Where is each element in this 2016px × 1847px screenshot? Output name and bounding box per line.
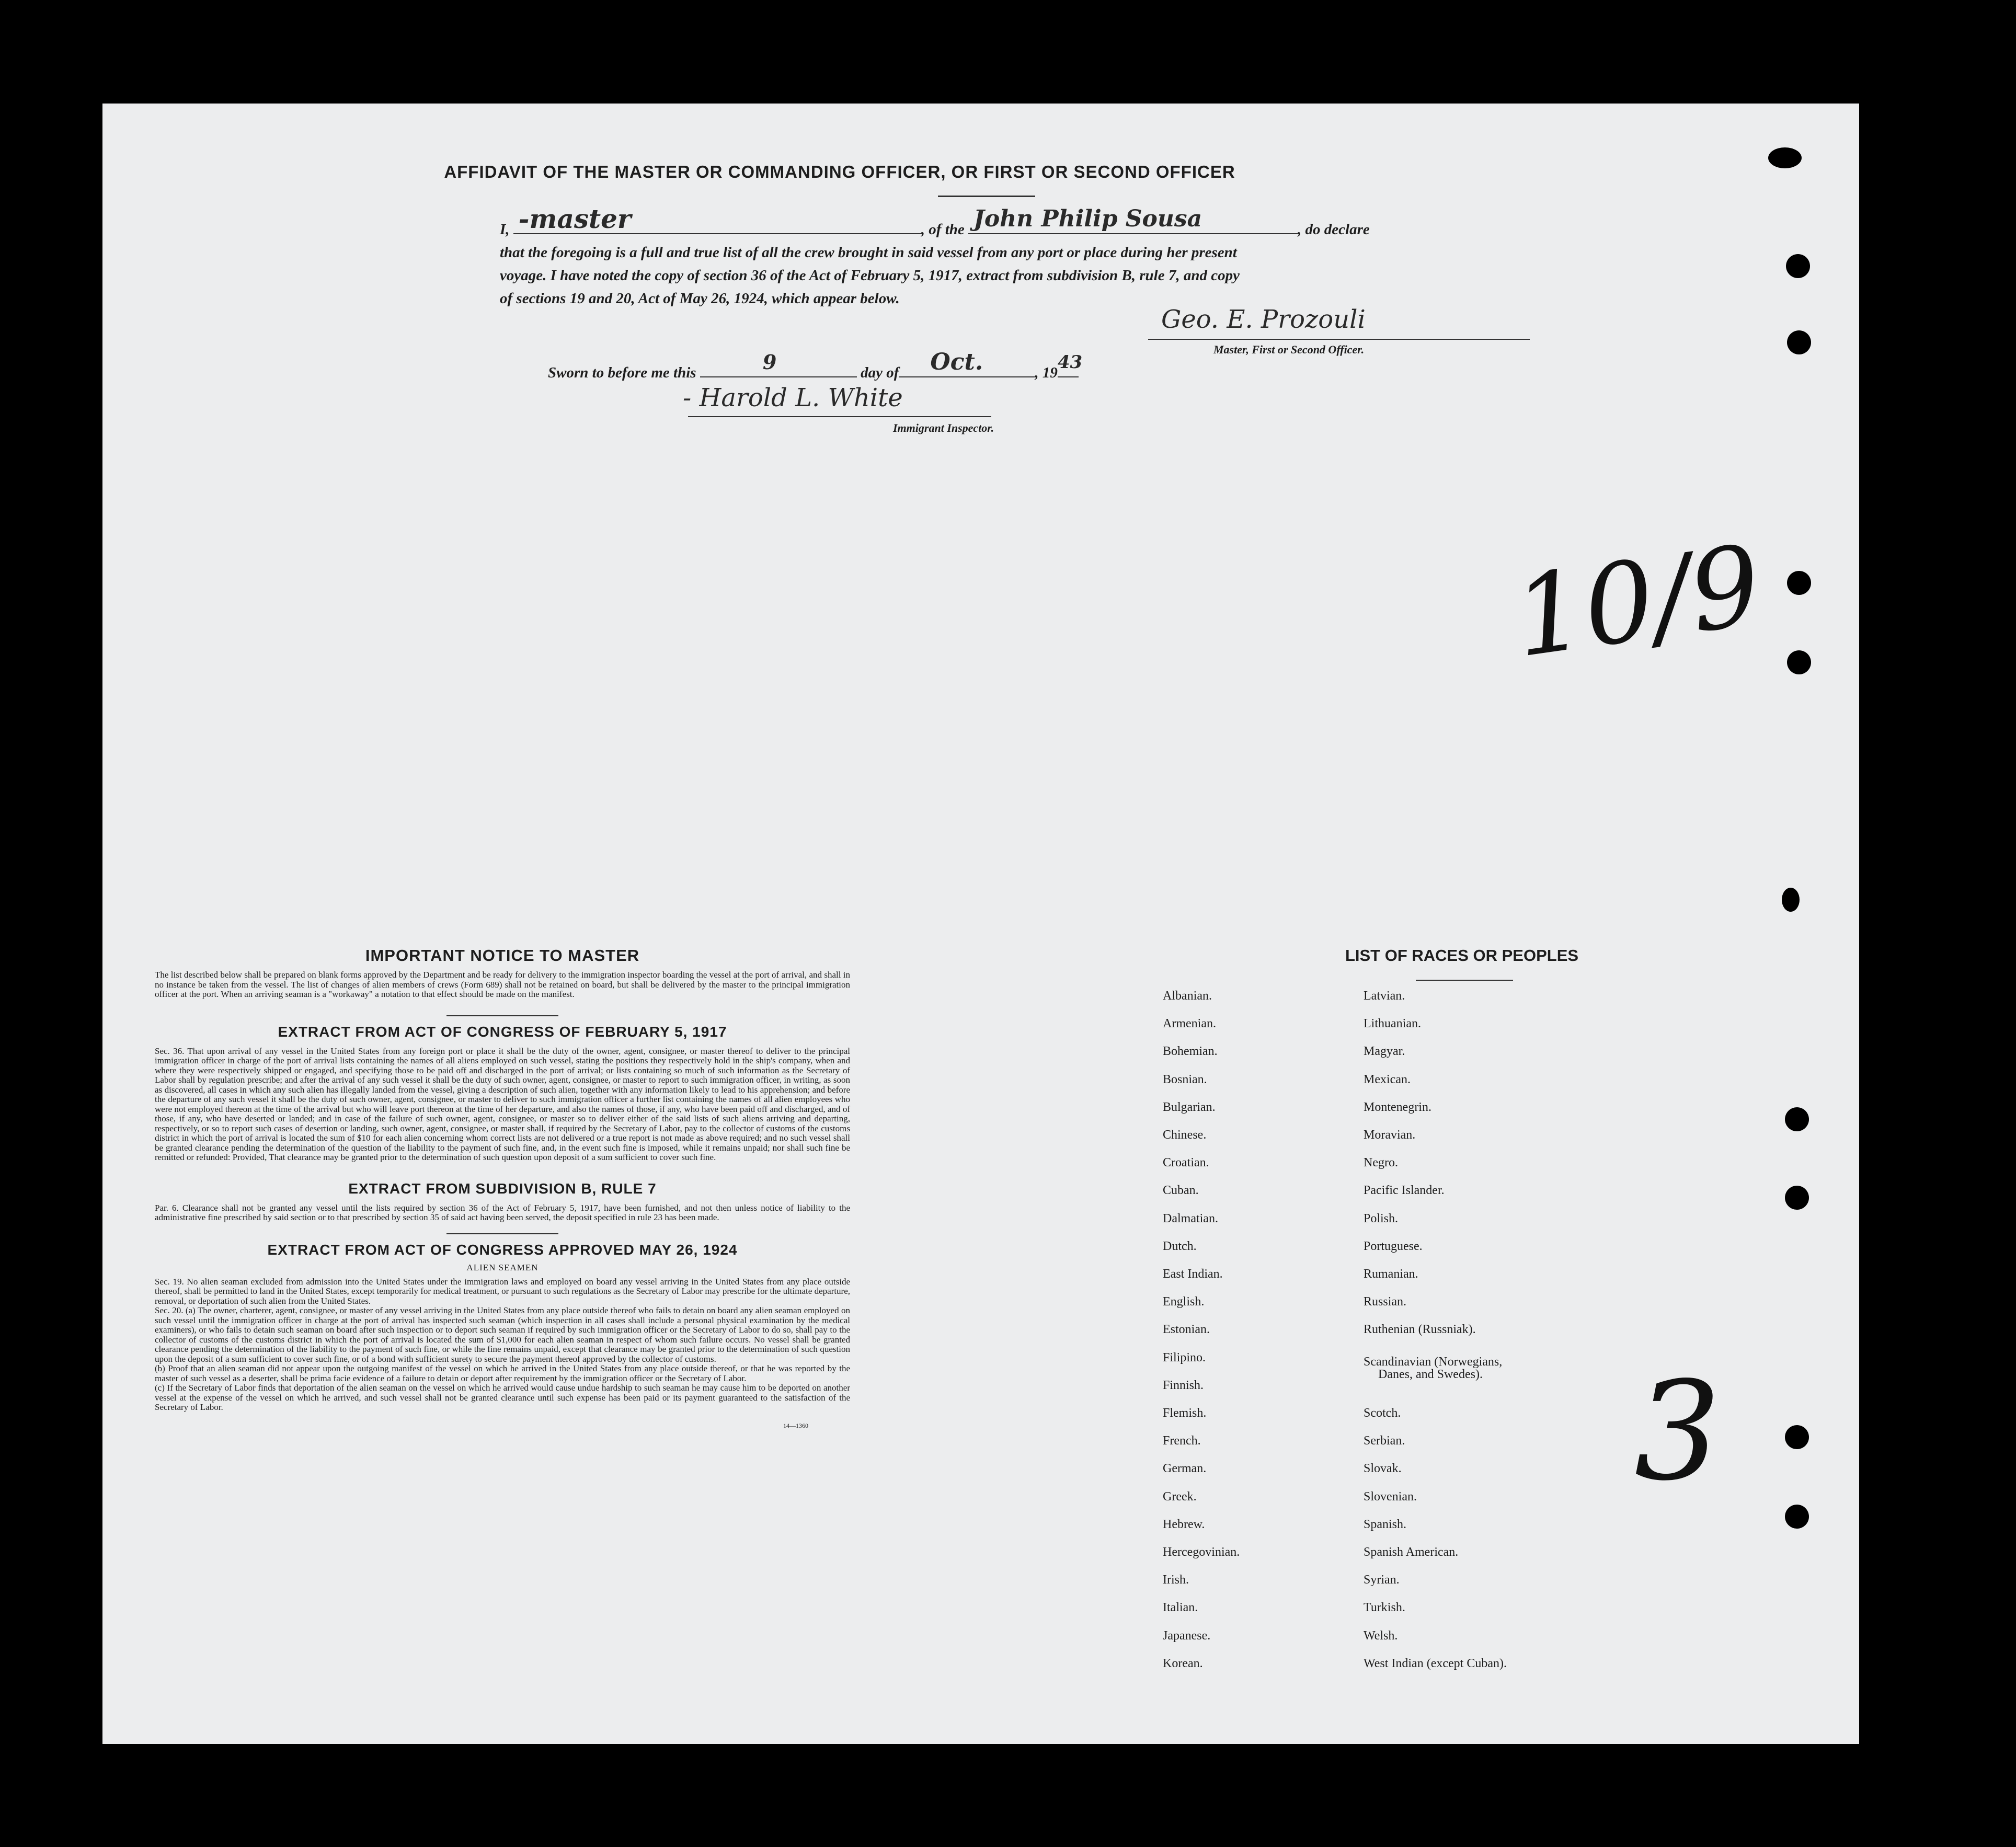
affidavit-line-4: of sections 19 and 20, Act of May 26, 1924, which appear below. (500, 290, 900, 307)
of-the-text: , of the (921, 221, 965, 238)
title-divider (938, 196, 1035, 197)
extract-1917-title: EXTRACT FROM ACT OF CONGRESS OF FEBRUARY 5, 1917 (278, 1023, 727, 1040)
month-fill: Oct. (930, 349, 983, 375)
race-item: Croatian. (1163, 1156, 1209, 1170)
race-item: Japanese. (1163, 1628, 1211, 1643)
race-item: Dalmatian. (1163, 1211, 1218, 1225)
race-item: Bohemian. (1163, 1045, 1218, 1059)
alien-seamen-subtitle: ALIEN SEAMEN (466, 1262, 539, 1272)
year-prefix: , 19 (1035, 364, 1058, 381)
extract-1917-text: Sec. 36. That upon arrival of any vessel in the United States from any foreign port or place it shall be the duty of the owner, agent, consignee, or master thereof to deliver to the principal immigration officer in charge of the port of arrival lists containing the names of all aliens employed on such vessel, stating the positions they respectively hold in the ship's company, when and where they were respectively shipped or engaged, and specifying those to be paid off and discharged in the port of arrival; or lists containing so much of such information as the Secretary of Labor shall by regulation prescribe; and after the arrival of any such vessel it shall be the duty of such owner, agent, consignee, or master to report to such immigration officer, in writing, as soon as discovered, all cases in which any such alien has illegally landed from the vessel, giving a description of such alien, together with any information likely to lead to his apprehension; and before the departure of any such vessel it shall be the duty of such owner, agent, consignee, or master to deliver to such immigration officer a further list containing the names of all alien employees who were not employed thereon at the time of the arrival but who will leave port thereon at the time of her departure, and also the names of those, if any, who have been paid off and discharged, and of those, if any, who have deserted or landed; and in case of the failure of such owner, agent, consignee, or master so to deliver either of the said lists of such aliens arriving and departing, respectively, or so to report such cases of desertion or landing, such owner, agent, consignee, or master shall, if required by the Secretary of Labor, pay to the collector of customs of the customs district in which the port of arrival is located the sum of $10 for each alien concerning whom correct lists are not delivered or a true report is not made as above required; and no such vessel shall be granted clearance pending the determination of the question of the liability to the payment of such fine, and, in the event such fine is imposed, while it remains unpaid; nor shall such fine be remitted or refunded: Provided, That clearance may be granted prior to the determination of such question upon deposit of a sum sufficient to cover such fine. (155, 1046, 850, 1162)
race-item: Serbian. (1364, 1434, 1405, 1448)
affidavit-line-3: voyage. I have noted the copy of section 36 of the Act of February 5, 1917, extract from subdivision B, rule 7, and copy (500, 267, 1240, 284)
race-item: Cuban. (1163, 1184, 1199, 1198)
race-item: Welsh. (1364, 1628, 1398, 1643)
punch-hole (1787, 650, 1811, 674)
day-blank (700, 350, 857, 377)
page-number-mark: 3 (1634, 1353, 1721, 1511)
day-fill: 9 (762, 350, 777, 374)
race-item: English. (1163, 1295, 1205, 1309)
sworn-label: Sworn to before me this (548, 364, 696, 381)
officer-caption: Master, First or Second Officer. (1213, 343, 1365, 356)
punch-hole (1785, 1425, 1809, 1449)
sec-20c-text: (c) If the Secretary of Labor finds that deportation of the alien seaman on the vessel on which he arrived would cause undue hardship to such seaman he may cause him to be deported on another vessel at the expense of the vessel on which he arrived, and such vessel shall not be granted clearance until such expense has been paid or its payment guaranteed to the satisfaction of the Secretary of Labor. (155, 1383, 850, 1412)
vessel-fill: John Philip Sousa (973, 205, 1202, 232)
race-item: Portuguese. (1364, 1239, 1423, 1253)
affidavit-body (500, 203, 1493, 310)
sec-20a-text: Sec. 20. (a) The owner, charterer, agent, consignee, or master of any vessel arriving in the United States from any place outside thereof who fails to detain on board any alien seaman employed on such vessel until the immigration officer in charge at the port of arrival has inspected such seaman (which inspection in all cases shall include a personal physical examination by the medical examiners), or who fails to detain such seaman on board after such inspection or to deport such seaman if required by such immigration officer or the Secretary of Labor to do so, shall pay to the collector of customs of the customs district in which the port of arrival is located the sum of $1,000 for each alien seaman in respect of whom such failure occurs. No vessel shall be granted clearance pending the determination of the liability to the payment of such fine, or while the fine remains unpaid, except that clearance may be granted prior to the determination of such question upon the deposit of a sum sufficient to cover such fine, or of a bond with sufficient surety to secure the payment thereof approved by the collector of customs. (155, 1305, 850, 1364)
inspector-caption: Immigrant Inspector. (893, 421, 994, 434)
race-item: Armenian. (1163, 1017, 1216, 1031)
inspector-signature: - Harold L. White (683, 383, 903, 412)
date-mark: 10/9 (1506, 521, 1769, 682)
rule-7-divider (446, 1233, 558, 1234)
race-item: Bosnian. (1163, 1072, 1207, 1086)
sec-19-text: Sec. 19. No alien seaman excluded from admission into the United States under the immigration laws and employed on board any vessel arriving in the United States from any place outside thereof, shall be permitted to land in the United States, except temporarily for medical treatment, or pursuant to such regulations as the Secretary of Labor may prescribe for the ultimate departure, removal, or deportation of such alien from the United States. (155, 1276, 850, 1306)
race-item: Moravian. (1364, 1128, 1416, 1142)
extract-1924-title: EXTRACT FROM ACT OF CONGRESS APPROVED MAY 26, 1924 (267, 1241, 738, 1258)
punch-hole (1786, 254, 1810, 278)
race-item: West Indian (except Cuban). (1364, 1656, 1507, 1670)
race-item: Magyar. (1364, 1045, 1405, 1059)
race-item: Pacific Islander. (1364, 1184, 1445, 1198)
race-item: Flemish. (1163, 1406, 1207, 1420)
race-item: Russian. (1364, 1295, 1407, 1309)
punch-hole (1785, 1505, 1809, 1529)
punch-hole (1768, 147, 1802, 168)
race-item: Lithuanian. (1364, 1017, 1421, 1031)
month-blank (899, 349, 1035, 377)
year-fill: 43 (1057, 352, 1083, 373)
race-item: French. (1163, 1434, 1201, 1448)
notice-text: The list described below shall be prepared on blank forms approved by the Department and be ready for delivery to the immigration inspector boarding the vessel at the port of arrival, and shall in no instance be taken from the vessel. The list of changes of alien members of crews (Form 689) shall not be retained on board, but shall be delivered by the master to the principal immigration officer at the port. When an arriving seaman is a "workaway" a notation to that effect should be made on the manifest. (155, 970, 850, 999)
race-item: Hebrew. (1163, 1517, 1205, 1531)
race-item: Latvian. (1364, 989, 1405, 1003)
race-item: Scandinavian (Norwegians, (1364, 1355, 1503, 1369)
race-item: Polish. (1364, 1211, 1399, 1225)
race-item: Spanish American. (1364, 1545, 1459, 1559)
race-item: Irish. (1163, 1573, 1189, 1587)
affidavit-line-1 (500, 203, 1493, 241)
name-fill: -master (518, 203, 632, 234)
punch-hole (1785, 1186, 1809, 1210)
punch-hole (1787, 330, 1811, 354)
race-item: Bulgarian. (1163, 1100, 1216, 1114)
affidavit-title: AFFIDAVIT OF THE MASTER OR COMMANDING OFFICER, OR FIRST OR SECOND OFFICER (444, 162, 1235, 181)
race-item: Slovenian. (1364, 1489, 1417, 1504)
race-item: German. (1163, 1462, 1207, 1476)
day-of-label: day of (861, 364, 899, 381)
sec-20b-text: (b) Proof that an alien seaman did not appear upon the outgoing manifest of the vessel on which he arrived in the United States from any place outside thereof, or that he was reported by the master of such vessel as a deserter, shall be prima facie evidence of a failure to detain or deport after requirement by the immigration officer or the Secretary of Labor. (155, 1363, 850, 1383)
officer-signature: Geo. E. Prozouli (1161, 305, 1366, 334)
rule-7-text: Par. 6. Clearance shall not be granted any vessel until the lists required by section 36 of the Act of February 5, 1917, have been furnished, and not then unless notice of liability to the administrative fine prescribed by said section or to that prescribed by section 35 of said act having been served, the deposit specified in rule 23 has been made. (155, 1202, 850, 1222)
races-title: LIST OF RACES OR PEOPLES (1345, 946, 1579, 965)
sworn-line (548, 349, 1083, 382)
affidavit-line-2: that the foregoing is a full and true list of all the crew brought in said vessel from any port or place during her present (500, 244, 1237, 261)
race-item: Rumanian. (1364, 1267, 1418, 1281)
race-item: Hercegovinian. (1163, 1545, 1240, 1559)
race-item: Chinese. (1163, 1128, 1207, 1142)
race-item: Montenegrin. (1364, 1100, 1431, 1114)
year-blank (1057, 352, 1083, 377)
notice-divider (446, 1015, 558, 1016)
declare-text: , do declare (1298, 221, 1370, 238)
race-item: Danes, and Swedes). (1378, 1367, 1483, 1381)
punch-hole (1787, 571, 1811, 595)
race-item: Filipino. (1163, 1350, 1206, 1364)
race-item: Dutch. (1163, 1239, 1197, 1253)
document-sheet (102, 104, 1859, 1744)
race-item: Albanian. (1163, 989, 1212, 1003)
race-item: Mexican. (1364, 1072, 1411, 1086)
intro-text: I, (500, 221, 510, 238)
name-blank (513, 203, 921, 234)
race-item: East Indian. (1163, 1267, 1223, 1281)
form-code: 14—1360 (783, 1421, 808, 1429)
notice-column (155, 946, 850, 1430)
race-item: Spanish. (1364, 1517, 1407, 1531)
officer-signature-line (1148, 339, 1530, 340)
race-item: Scotch. (1364, 1406, 1401, 1420)
race-item: Finnish. (1163, 1378, 1204, 1392)
rule-7-title: EXTRACT FROM SUBDIVISION B, RULE 7 (348, 1180, 657, 1197)
race-item: Turkish. (1364, 1601, 1405, 1615)
notice-title: IMPORTANT NOTICE TO MASTER (365, 946, 640, 965)
punch-hole (1785, 1107, 1809, 1131)
race-item: Estonian. (1163, 1323, 1210, 1337)
race-item: Ruthenian (Russniak). (1364, 1323, 1476, 1337)
race-item: Italian. (1163, 1601, 1198, 1615)
race-item: Negro. (1364, 1156, 1398, 1170)
race-item: Korean. (1163, 1656, 1203, 1670)
race-item: Syrian. (1364, 1573, 1400, 1587)
race-item: Greek. (1163, 1489, 1197, 1504)
punch-hole (1782, 888, 1800, 912)
inspector-signature-line (688, 416, 991, 417)
races-divider (1416, 980, 1513, 981)
vessel-blank (968, 205, 1298, 234)
race-item: Slovak. (1364, 1462, 1402, 1476)
